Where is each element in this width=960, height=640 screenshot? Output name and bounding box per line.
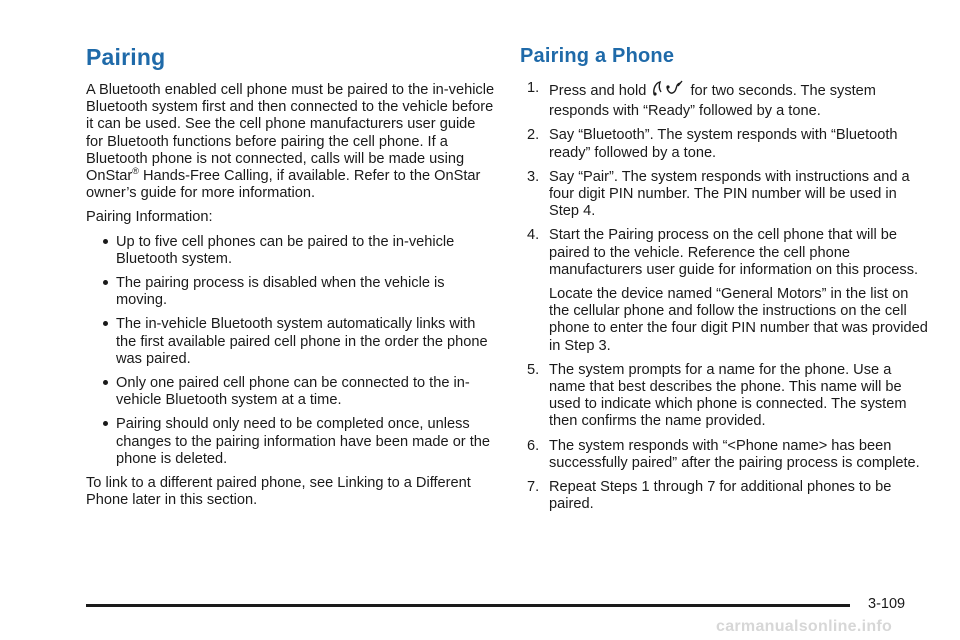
- list-item: Only one paired cell phone can be connected to the in-vehicle Bluetooth system at a time.: [86, 375, 496, 409]
- list-item: The in-vehicle Bluetooth system automatically links with the first available paired cell phone in the order the phone was paired.: [86, 316, 496, 368]
- bullet-icon: [103, 321, 108, 326]
- watermark: carmanualsonline.info: [716, 618, 893, 635]
- section-title-pairing: Pairing: [86, 44, 166, 70]
- section-title-pairing-a-phone: Pairing a Phone: [520, 45, 675, 67]
- bullet-icon: [103, 239, 108, 244]
- step-4: 4. Start the Pairing process on the cell phone that will be paired to the vehicle. Reference the cell phone manufacturers user guide for information on this process. Locate the device named “General Motors” in the list on the cellular phone and follow the instructions on the cell phone to enter the four digit PIN number that was provided in Step 3.: [520, 227, 930, 354]
- left-body: [86, 82, 496, 516]
- step-2: 2. Say “Bluetooth”. The system responds with “Bluetooth ready” followed by a tone.: [527, 127, 898, 161]
- bullet-icon: [103, 421, 108, 426]
- list-item: The pairing process is disabled when the vehicle is moving.: [86, 275, 496, 309]
- list-item: Pairing should only need to be completed once, unless changes to the pairing information have been made or the phone is deleted.: [86, 416, 496, 468]
- step-6: 6. The system responds with “<Phone name> has been successfully paired” after the pairing process is complete.: [527, 437, 920, 471]
- right-body: [520, 80, 930, 520]
- step-1: 1. Press and hold for two seconds. The system responds with “Ready” followed by a tone.: [527, 80, 876, 120]
- list-item: Up to five cell phones can be paired to the in-vehicle Bluetooth system.: [86, 234, 496, 268]
- bullet-icon: [103, 380, 108, 385]
- intro-paragraph: A Bluetooth enabled cell phone must be paired to the in-vehicle Bluetooth system first and then connected to the vehicle before it can be used. See the cell phone manufacturers user guide for Bluetooth functions before pairing the cell phone. If a Bluetooth phone is not connected, calls will be made using OnStar® Hands-Free Calling, if available. Refer to the OnStar owner’s guide for more information.: [86, 82, 495, 202]
- push-to-talk-icon: [651, 80, 685, 103]
- step-7: 7. Repeat Steps 1 through 7 for additional phones to be paired.: [527, 479, 892, 513]
- step-3: 3. Say “Pair”. The system responds with instructions and a four digit PIN number. The PIN number will be used in Step 4.: [527, 168, 910, 220]
- bullet-icon: [103, 280, 108, 285]
- registered-mark: ®: [132, 166, 139, 177]
- pairing-info-list: [86, 234, 496, 468]
- step-5: 5. The system prompts for a name for the phone. Use a name that best describes the phone. This name will be used to indicate which phone is connected. The system then confirms the name provided.: [527, 361, 907, 430]
- page-number: 3-109: [868, 596, 906, 612]
- pairing-steps: [520, 80, 930, 513]
- pairing-info-label: Pairing Information:: [86, 209, 213, 226]
- step-4-note: Locate the device named “General Motors” in the list on the cellular phone and follow the instructions on the cell phone to enter the four digit PIN number that was provided in Step 3.: [549, 286, 928, 354]
- closing-paragraph: To link to a different paired phone, see Linking to a Different Phone later in this section.: [86, 475, 471, 509]
- footer-rule: [86, 604, 850, 607]
